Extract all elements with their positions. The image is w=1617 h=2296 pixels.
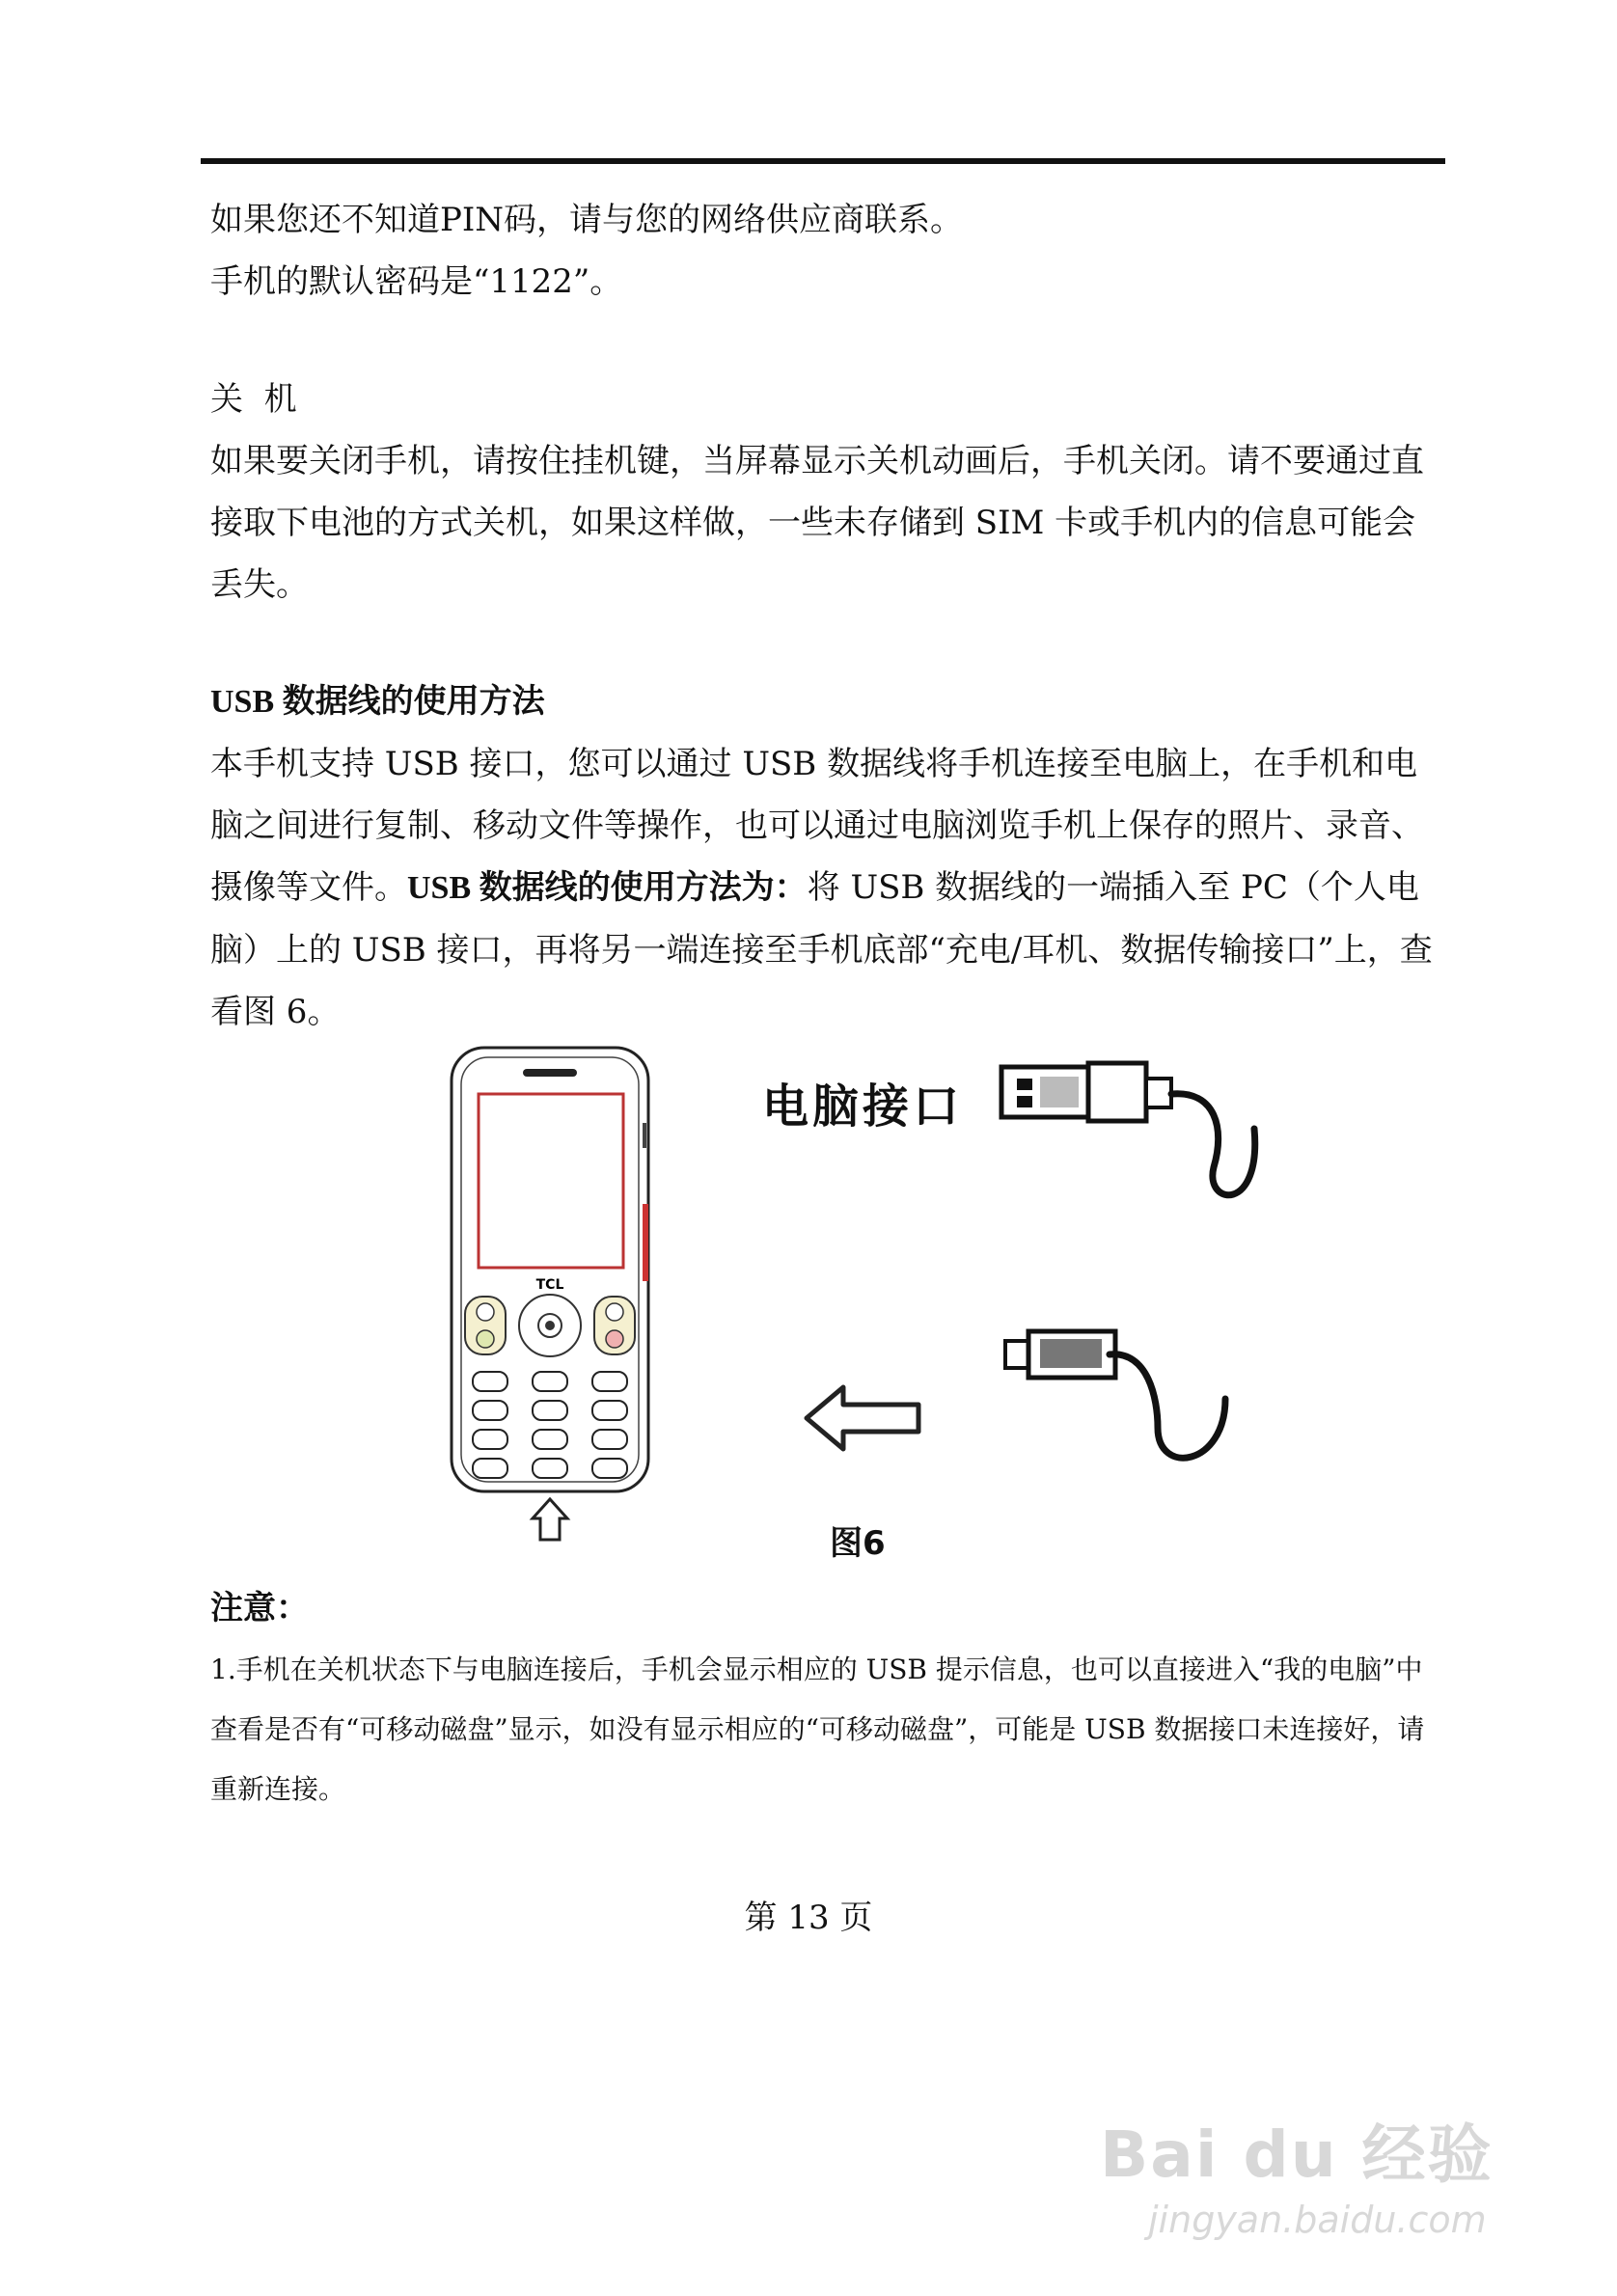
watermark-url: jingyan.baidu.com (1148, 2199, 1487, 2241)
header-rule (201, 158, 1445, 164)
mini-usb-connector-icon (994, 1322, 1254, 1476)
usb-paragraph (210, 733, 1434, 1043)
usb-a-connector-icon (994, 1052, 1274, 1216)
note-paragraph: 1.手机在关机状态下与电脑连接后，手机会显示相应的 USB 提示信息，也可以直接进入“我的电脑”中查看是否有“可移动磁盘”显示，如没有显示相应的“可移动磁盘”，可能是 USB 数据接口未连接好，请重新连接。 (210, 1654, 1425, 1805)
page-number: 第 13 页 (744, 1899, 873, 1937)
phone-brand-label: TCL (535, 1277, 564, 1293)
power-off-paragraph: 如果要关闭手机，请按住挂机键，当屏幕显示关机动画后，手机关闭。请不要通过直接取下电池的方式关机，如果这样做，一些未存储到 SIM 卡或手机内的信息可能会丢失。 (210, 442, 1424, 604)
usb-paragraph-bold: USB 数据线的使用方法为： (407, 870, 808, 906)
pc-interface-label: 电脑接口 (762, 1080, 964, 1134)
figure-caption: 图6 (830, 1524, 886, 1563)
usb-paragraph-part2: 将 USB 数据线的一端插入至 PC（个人电脑）上的 USB 接口，再将另一端连接至手机底部“充电/耳机、数据传输接口”上，查看图 6。 (210, 868, 1433, 1031)
note-heading: 注意： (210, 1591, 309, 1626)
baidu-watermark (1100, 2103, 1494, 2241)
power-off-heading: 关 机 (210, 380, 297, 419)
usb-heading: USB 数据线的使用方法 (210, 684, 545, 720)
default-password-note: 手机的默认密码是“1122”。 (210, 262, 623, 301)
left-arrow-icon (801, 1380, 926, 1457)
watermark-brand: Bai du 经验 (1100, 2118, 1494, 2192)
pin-note: 如果您还不知道PIN码，请与您的网络供应商联系。 (210, 201, 964, 239)
usb-paragraph-part1: 本手机支持 USB 接口，您可以通过 USB 数据线将手机连接至电脑上，在手机和电脑之间进行复制、移动文件等操作，也可以通过电脑浏览手机上保存的照片、录音、摄像等文件。 (210, 745, 1424, 907)
phone-illustration (444, 1042, 656, 1544)
